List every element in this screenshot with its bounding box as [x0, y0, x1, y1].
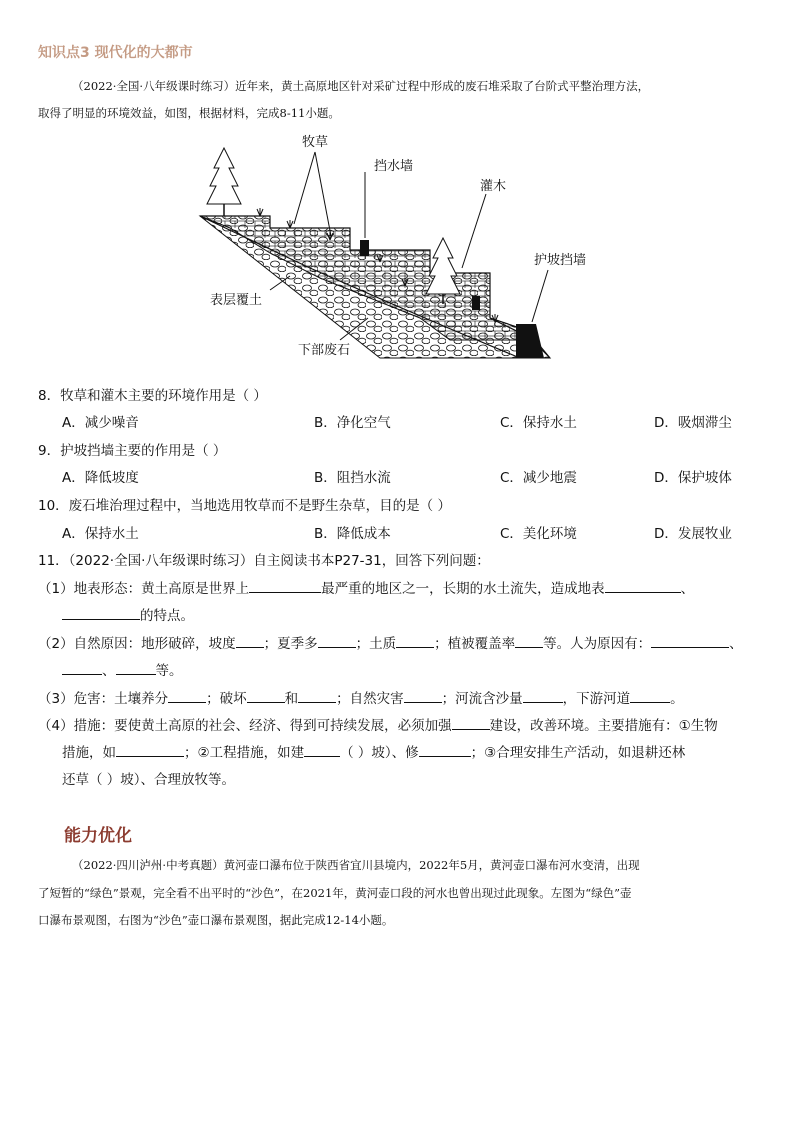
ability-title: 能力优化 [64, 826, 132, 846]
q11-blank-12[interactable] [247, 688, 285, 703]
tree-middle [426, 238, 460, 304]
final-line-2: 了短暂的“绿色”景观，完全看不出平时的“沙色”，在2021年，黄河壶口段的河水也曾出现过此现象。左图为“绿色”壶 [38, 886, 632, 900]
q11-part2-line1 [38, 632, 743, 652]
q11-p3-text-g: 。 [670, 691, 684, 707]
leader-shrub [462, 194, 486, 268]
q11-p2-text-b: ；夏季多 [263, 636, 318, 652]
q11-part1-line2 [62, 604, 194, 624]
q11-blank-10[interactable] [116, 660, 156, 675]
q11-blank-16[interactable] [630, 688, 670, 703]
q11-p2-text-e: 等。人为原因有： [543, 636, 652, 652]
q11-part4-line2 [62, 741, 685, 761]
q11-p1-text-b: 最严重的地区之一，长期的水土流失，造成地表 [321, 581, 605, 597]
final-line-1: （2022·四川泸州·中考真题）黄河壶口瀑布位于陕西省宜川县境内，2022年5月，黄河壶口瀑布河水变清，出现 [72, 858, 640, 872]
q11-blank-5[interactable] [318, 633, 356, 648]
q11-part1-line1 [38, 577, 694, 597]
label-shrub: 灌木 [480, 179, 507, 194]
q10-option-a[interactable]: A．保持水土 [62, 526, 139, 542]
q11-p4-text-b: 建设，改善环境。主要措施有：①生物 [489, 718, 718, 734]
q11-p2-text-a: （2）自然原因：地形破碎，坡度 [38, 636, 236, 652]
terrace-diagram [190, 128, 610, 364]
q11-p4-text-f: ；③合理安排生产活动，如退耕还林 [470, 745, 686, 761]
intro-line-2: 取得了明显的环境效益，如图，根据材料，完成8-11小题。 [38, 106, 340, 120]
leader-grass-2 [315, 152, 331, 236]
q11-blank-8[interactable] [651, 633, 729, 648]
q11-p2-text-g: 、 [102, 663, 116, 679]
q11-p3-text-f: ，下游河道 [562, 691, 631, 707]
q11-blank-3[interactable] [62, 605, 140, 620]
q11-p1-text-c: 、 [680, 581, 695, 597]
retaining-wall [516, 324, 544, 358]
q11-p2-text-f: 、 [729, 636, 743, 652]
q9-stem: 9．护坡挡墙主要的作用是（ ） [38, 443, 227, 459]
label-waste-rock: 下部废石 [298, 343, 351, 358]
leader-retaining [532, 270, 548, 322]
q10-option-b[interactable]: B．降低成本 [314, 526, 391, 542]
tree-left [207, 148, 241, 216]
q11-blank-14[interactable] [404, 688, 442, 703]
label-grass: 牧草 [302, 135, 329, 150]
intro-line-1: （2022·全国·八年级课时练习）近年来，黄土高原地区针对采矿过程中形成的废石堆采取了台阶式平整治理方法， [72, 79, 650, 93]
label-topsoil: 表层覆土 [210, 293, 263, 308]
q8-option-a[interactable]: A．减少噪音 [62, 415, 139, 431]
q11-blank-7[interactable] [515, 633, 543, 648]
q10-stem: 10．废石堆治理过程中，当地选用牧草而不是野生杂草，目的是（ ） [38, 498, 451, 514]
q11-p3-text-c: 和 [284, 691, 299, 707]
q10-option-c[interactable]: C．美化环境 [500, 526, 577, 542]
q11-blank-1[interactable] [249, 578, 321, 593]
q11-blank-6[interactable] [396, 633, 434, 648]
q11-part4-line1 [38, 714, 718, 734]
q11-stem: 11．（2022·全国·八年级课时练习）自主阅读书本P27-31，回答下列问题： [38, 553, 490, 569]
q11-blank-9[interactable] [62, 660, 102, 675]
q9-option-d[interactable]: D．保护坡体 [654, 470, 732, 486]
q11-part4-line3: 还草（ ）坡）、合理放牧等。 [62, 772, 236, 788]
q8-option-b[interactable]: B．净化空气 [314, 415, 391, 431]
q11-blank-15[interactable] [523, 688, 563, 703]
q11-part2-line2 [62, 659, 183, 679]
q8-option-c[interactable]: C．保持水土 [500, 415, 577, 431]
q9-option-a[interactable]: A．降低坡度 [62, 470, 139, 486]
q11-p2-text-d: ；植被覆盖率 [434, 636, 516, 652]
final-line-3: 口瀑布景观图，右图为“沙色”壶口瀑布景观图，据此完成12-14小题。 [38, 913, 394, 927]
q11-p3-text-a: （3）危害：土壤养分 [38, 691, 169, 707]
q11-p3-text-e: ；河流含沙量 [441, 691, 523, 707]
q11-p3-text-d: ；自然灾害 [336, 691, 404, 707]
q11-blank-13[interactable] [298, 688, 336, 703]
q11-p4-text-e: （ ）坡）、修 [340, 745, 419, 761]
q11-blank-20[interactable] [419, 742, 471, 757]
label-water-wall: 挡水墙 [374, 159, 414, 174]
q11-p4-text-a: （4）措施：要使黄土高原的社会、经济、得到可持续发展，必须加强 [38, 718, 452, 734]
q11-blank-19[interactable] [304, 742, 340, 757]
q11-blank-4[interactable] [236, 633, 264, 648]
section-title: 知识点3 现代化的大都市 [38, 45, 193, 61]
label-retaining-wall: 护坡挡墙 [534, 253, 587, 268]
water-wall-2 [472, 296, 480, 310]
q11-p2-text-h: 等。 [155, 663, 183, 679]
q10-option-d[interactable]: D．发展牧业 [654, 526, 732, 542]
q11-blank-18[interactable] [116, 742, 184, 757]
q11-p4-text-c: 措施，如 [62, 745, 116, 761]
q8-option-d[interactable]: D．吸烟滞尘 [654, 415, 732, 431]
q11-p4-text-d: ；②工程措施，如建 [184, 745, 305, 761]
q11-p1-text-a: （1）地表形态：黄土高原是世界上 [38, 581, 250, 597]
q11-blank-2[interactable] [605, 578, 681, 593]
q11-p1-text-d: 的特点。 [140, 608, 194, 624]
q11-p3-text-b: ；破坏 [206, 691, 247, 707]
q11-part3 [38, 687, 684, 707]
leader-grass-1 [294, 152, 315, 224]
q9-option-b[interactable]: B．阻挡水流 [314, 470, 391, 486]
q11-blank-11[interactable] [168, 688, 206, 703]
water-wall-1 [360, 240, 369, 256]
q8-stem: 8．牧草和灌木主要的环境作用是（ ） [38, 388, 267, 404]
q9-option-c[interactable]: C．减少地震 [500, 470, 577, 486]
q11-blank-17[interactable] [452, 715, 490, 730]
q11-p2-text-c: ；土质 [355, 636, 397, 652]
